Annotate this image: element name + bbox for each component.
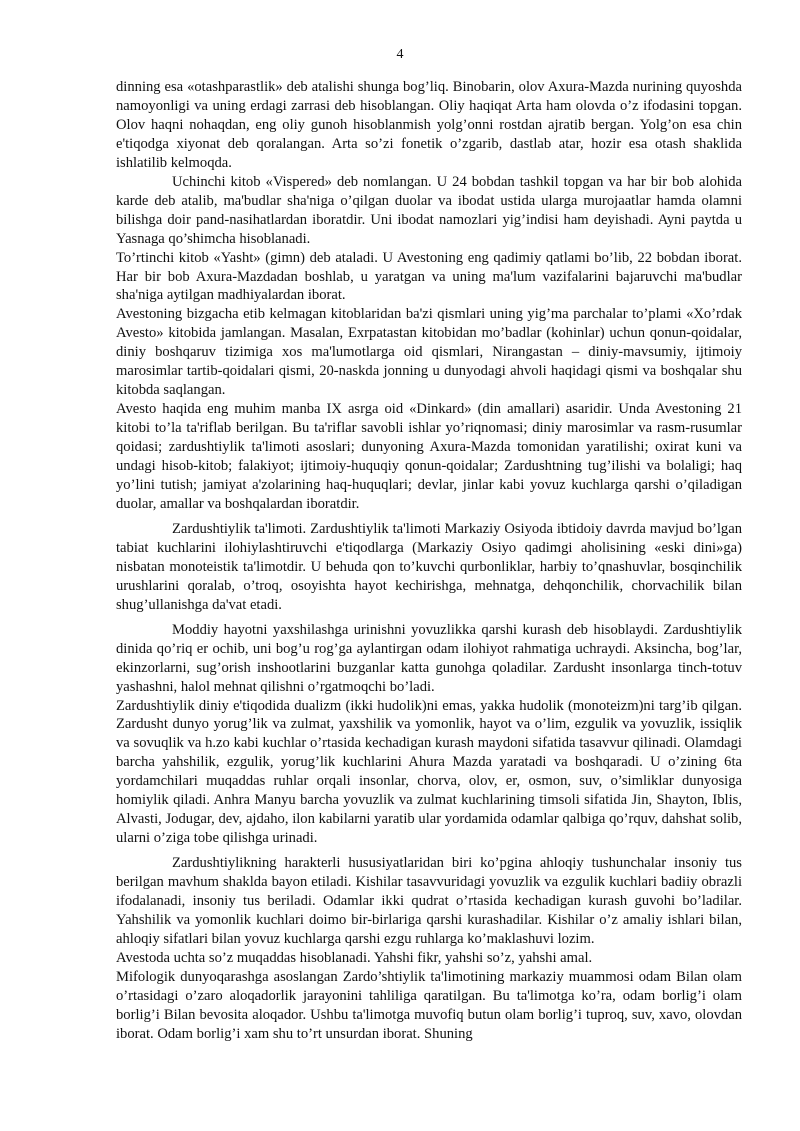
paragraph: Zardushtiylik diniy e'tiqodida dualizm (ikki hudolik)ni emas, yakka hudolik (monoteizm)ni targ’ib qilgan. Zardusht dunyo yorug’lik va zulmat, yaxshilik va yomonlik, hayot va o’lim, ezgulik va yovuzlik, issiqlik va sovuqlik va h.zo kabi kuchlar o’rtasida kechadigan kurash maydoni sifatida tasavvur qilinadi. Olamdagi barcha yahshilik, ezgulik, yorug’lik kuchlarini Ahura Mazda yaratadi va boshqaradi. U o’zining 6ta yordamchilari muqaddas ruhlar orqali insonlar, chorva, olov, er, osmon, suv, o’simliklar dunyosiga homiylik qiladi. Anhra Manyu barcha yovuzlik va zulmat kuchlarining timsoli sifatida Jin, Shayton, Iblis, Alvasti, Jodugar, dev, ajdaho, ilon kabilarni yaratib ular yordamida odamlar qalbiga qo’rquv, dahshat solib, ularni o’ziga tobe qilishga urinadi. (116, 697, 742, 847)
paragraph: Avesto haqida eng muhim manba IX asrga oid «Dinkard» (din amallari) asaridir. Unda Avestoning 21 kitobi to’la ta'riflab berilgan. Bu ta'riflar savobli ishlar yo’riqnomasi; diniy marosimlar va rasm-rusumlar qoidasi; zardushtiylik ta'limoti asoslari; dunyoning Axura-Mazda tomonidan yaratilishi; oxirat kuni va undagi hisob-kitob; falakiyot; ijtimoiy-huquqiy qonun-qoidalar; Zardushtning tug’ilishi va bolaligi; haq yo’lini tutish; jamiyat a'zolarining haq-huquqlari; devlar, jinlar kabi yovuz kuchlarga qarshi o’qiladigan duolar, amallar va boshqalardan iboratdir. (116, 401, 742, 512)
paragraph: Uchinchi kitob «Vispered» deb nomlangan. U 24 bobdan tashkil topgan va har bir bob alohida karde deb atalib, ma'budlar sha'niga o’qilgan duolar va ibodat ustida ularga murojaatlar hamda olamni bilishga doir pand-nasihatlardan iboratdir. Uni ibodat namozlari yig’indisi ham deyishadi. Ayni paytda u Yasnaga qo’shimcha hisoblanadi. (116, 173, 742, 247)
paragraph: Avestoning bizgacha etib kelmagan kitoblaridan ba'zi qismlari uning yig’ma parchalar to’plami «Xo’rdak Avesto» kitobida jamlangan. Masalan, Exrpatastan kitobidan mo’badlar (kohinlar) uchun qonun-qoidalar, diniy boshqaruv tizimiga xos ma'lumotlarga oid qismlari, Nirangastan – diniy-mavsumiy, ijtimoiy marosimlar tartib-qoidalari qismi, 20-naskda jonning u dunyodagi ahvoli haqidagi qismi va boshqalar shu kitobda saqlangan. (116, 306, 742, 399)
paragraph: dinning esa «otashparastlik» deb atalishi shunga bog’liq. Binobarin, olov Axura-Mazda nurining quyoshda namoyonligi va uning erdagi zarrasi deb hisoblangan. Oliy haqiqat Arta ham olovda o’z ifodasini topgan. Olov haqni nohaqdan, eng oliy gunoh hisoblanmish yolg’onni rostdan ajratib bergan. Yolg’on esa chin e'tiqodga xiyonat deb qoralangan. Arta so’zi fonetik o’zgarib, dastlab atar, hozir esa otash shaklida ishlatilib kelmoqda. (116, 79, 742, 171)
paragraph: Moddiy hayotni yaxshilashga urinishni yovuzlikka qarshi kurash deb hisoblaydi. Zardushtiylik dinida qo’riq er ochib, uni bog’u rog’ga aylantirgan odam ilohiyot rahmatiga uchraydi. Aksincha, bog’lar, ekinzorlarni, sug’orish inshootlarini buzganlar katta gunohga qoladilar. Zardusht insonlarga tinch-totuv yashashni, halol mehnat qilishni o’rgatmoqchi bo’ladi. (116, 621, 742, 695)
body-text (116, 78, 742, 1044)
paragraph: Zardushtiylik ta'limoti. Zardushtiylik ta'limoti Markaziy Osiyoda ibtidoiy davrda mavjud bo’lgan tabiat kuchlarini ilohiylashtiruvchi e'tiqodlarga (Markaziy Osiyo qadimgi aholisining «eski dini»ga) nisbatan monoteistik ta'limotdir. U behuda qon to’kuvchi qurbonliklar, harbiy to’qnashuvlar, bosqinchilik urushlarini qoralab, o’troq, osoyishta hayot kechirishga, mehnatga, dehqonchilik, chorvachilik bilan shug’ullanishga da'vat etadi. (116, 520, 742, 613)
paragraph: Zardushtiylikning harakterli hususiyatlaridan biri ko’pgina ahloqiy tushunchalar insoniy tus berilgan mavhum shaklda bayon etiladi. Kishilar tasavvuridagi yovuzlik va ezgulik kuchlari badiiy obrazli ifodalanadi, insoniy tus beriladi. Odamlar ikki qudrat o’rtasida kechadigan kurash guvohi bo’ladilar. Yahshilik va yomonlik kuchlari doimo bir-birlariga qarshi kurashadilar. Kishilar o’z amaliy ishlari bilan, ahloqiy sifatlari bilan yovuz kuchlarga qarshi ezgu ruhlarga ko’maklashuvi lozim. (116, 855, 742, 947)
page-number: 4 (396, 47, 404, 62)
paragraph: To’rtinchi kitob «Yasht» (gimn) deb ataladi. U Avestoning eng qadimiy qatlami bo’lib, 22 bobdan iborat. Har bir bob Axura-Mazdadan boshlab, u yaratgan va uning ma'lum vazifalarini bajaruvchi ma'budlar sha'niga aytilgan madhiyalardan iborat. (116, 249, 742, 304)
paragraph: Avestoda uchta so’z muqaddas hisoblanadi. Yahshi fikr, yahshi so’z, yahshi amal. (116, 949, 593, 966)
paragraph: Mifologik dunyoqarashga asoslangan Zardo’shtiylik ta'limotining markaziy muammosi odam Bilan olam o’rtasidagi o’zaro aloqadorlik jarayonini tahliliga qaratilgan. Bu ta'limotga ko’ra, odam borlig’i olam borlig’i Bilan bevosita aloqador. Ushbu ta'limotga muvofiq butun olam borlig’i tuproq, suv, xavo, olovdan iborat. Odam borlig’i xam shu to’rt unsurdan iborat. Shuning (116, 968, 742, 1042)
